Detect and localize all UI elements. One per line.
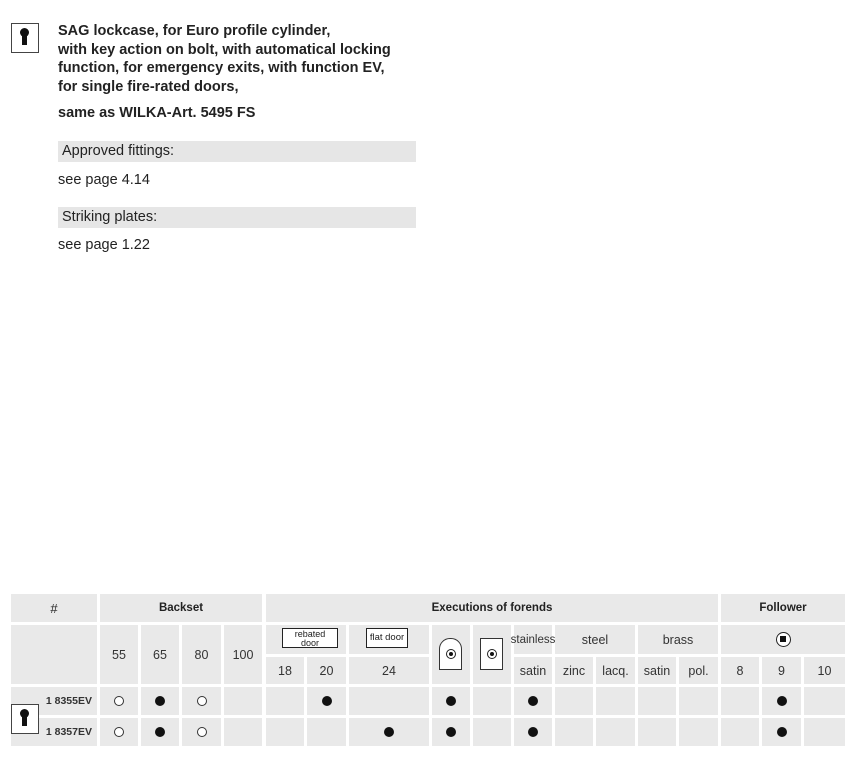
table-cell <box>349 687 429 715</box>
backset-55: 55 <box>100 625 138 684</box>
filled-dot-icon <box>155 696 165 706</box>
follower-10: 10 <box>804 657 845 684</box>
open-circle-icon <box>197 696 207 706</box>
cylinder-key-icon-table <box>11 704 39 734</box>
width-24: 24 <box>349 657 429 684</box>
table-cell <box>432 687 470 715</box>
filled-dot-icon <box>777 696 787 706</box>
square-forend-icon <box>480 638 503 670</box>
filled-dot-icon <box>446 727 456 737</box>
open-circle-icon <box>114 696 124 706</box>
table-cell <box>141 718 179 746</box>
table-cell <box>182 687 221 715</box>
table-cell <box>432 718 470 746</box>
table-cell <box>514 718 552 746</box>
filled-dot-icon <box>777 727 787 737</box>
table-cell <box>638 687 676 715</box>
width-18: 18 <box>266 657 304 684</box>
table-cell <box>100 687 138 715</box>
table-cell <box>762 687 801 715</box>
table-cell <box>721 687 759 715</box>
table-cell <box>100 718 138 746</box>
backset-100: 100 <box>224 625 262 684</box>
table-cell <box>804 687 845 715</box>
table-cell <box>679 718 718 746</box>
table-cell <box>224 687 262 715</box>
table-cell <box>473 687 511 715</box>
cylinder-key-icon <box>11 23 39 53</box>
table-cell <box>141 687 179 715</box>
executions-header: Executions of forends <box>266 594 718 622</box>
steel-lacq: lacq. <box>596 657 635 684</box>
row-code: 1 8355EV <box>11 687 97 715</box>
table-cell <box>804 718 845 746</box>
table-cell <box>721 718 759 746</box>
table-cell <box>182 718 221 746</box>
backset-80: 80 <box>182 625 221 684</box>
approved-fittings-heading: Approved fittings: <box>58 141 416 162</box>
table-cell <box>266 687 304 715</box>
table-cell <box>596 687 635 715</box>
table-cell <box>224 718 262 746</box>
filled-dot-icon <box>322 696 332 706</box>
row-code: 1 8357EV <box>11 718 97 746</box>
open-circle-icon <box>197 727 207 737</box>
follower-9: 9 <box>762 657 801 684</box>
backset-65: 65 <box>141 625 179 684</box>
table-cell <box>266 718 304 746</box>
striking-plates-heading: Striking plates: <box>58 207 416 228</box>
table-cell <box>555 718 593 746</box>
backset-header: Backset <box>100 594 262 622</box>
brass-header: brass <box>638 625 718 654</box>
filled-dot-icon <box>384 727 394 737</box>
filled-dot-icon <box>155 727 165 737</box>
table-cell <box>679 687 718 715</box>
follower-8: 8 <box>721 657 759 684</box>
table-cell <box>638 718 676 746</box>
stainless-header: stainless <box>514 625 552 654</box>
brass-pol: pol. <box>679 657 718 684</box>
approved-fittings-link[interactable]: see page 4.14 <box>58 172 150 188</box>
square-follower-icon <box>776 632 791 647</box>
follower-header: Follower <box>721 594 845 622</box>
open-circle-icon <box>114 727 124 737</box>
same-as-reference: same as WILKA-Art. 5495 FS <box>58 105 256 121</box>
round-forend-icon <box>439 638 462 670</box>
table-cell <box>349 718 429 746</box>
table-cell <box>307 718 346 746</box>
table-cell <box>307 687 346 715</box>
brass-satin: satin <box>638 657 676 684</box>
table-cell <box>555 687 593 715</box>
hash-header: # <box>11 594 97 622</box>
flat-door-icon: flat door <box>366 628 408 648</box>
steel-zinc: zinc <box>555 657 593 684</box>
steel-header: steel <box>555 625 635 654</box>
table-cell <box>596 718 635 746</box>
product-description: SAG lockcase, for Euro profile cylinder, with key action on bolt, with automatical locking function, for emergency exits, with function EV, for single fire-rated doors, <box>58 23 391 95</box>
table-cell <box>514 687 552 715</box>
striking-plates-link[interactable]: see page 1.22 <box>58 237 150 253</box>
table-cell <box>762 718 801 746</box>
rebated-door-icon: rebated door <box>282 628 338 648</box>
follower-symbol-cell <box>721 625 845 654</box>
stainless-satin: satin <box>514 657 552 684</box>
width-20: 20 <box>307 657 346 684</box>
filled-dot-icon <box>528 727 538 737</box>
table-cell <box>473 718 511 746</box>
filled-dot-icon <box>528 696 538 706</box>
code-subheader <box>11 625 97 684</box>
filled-dot-icon <box>446 696 456 706</box>
